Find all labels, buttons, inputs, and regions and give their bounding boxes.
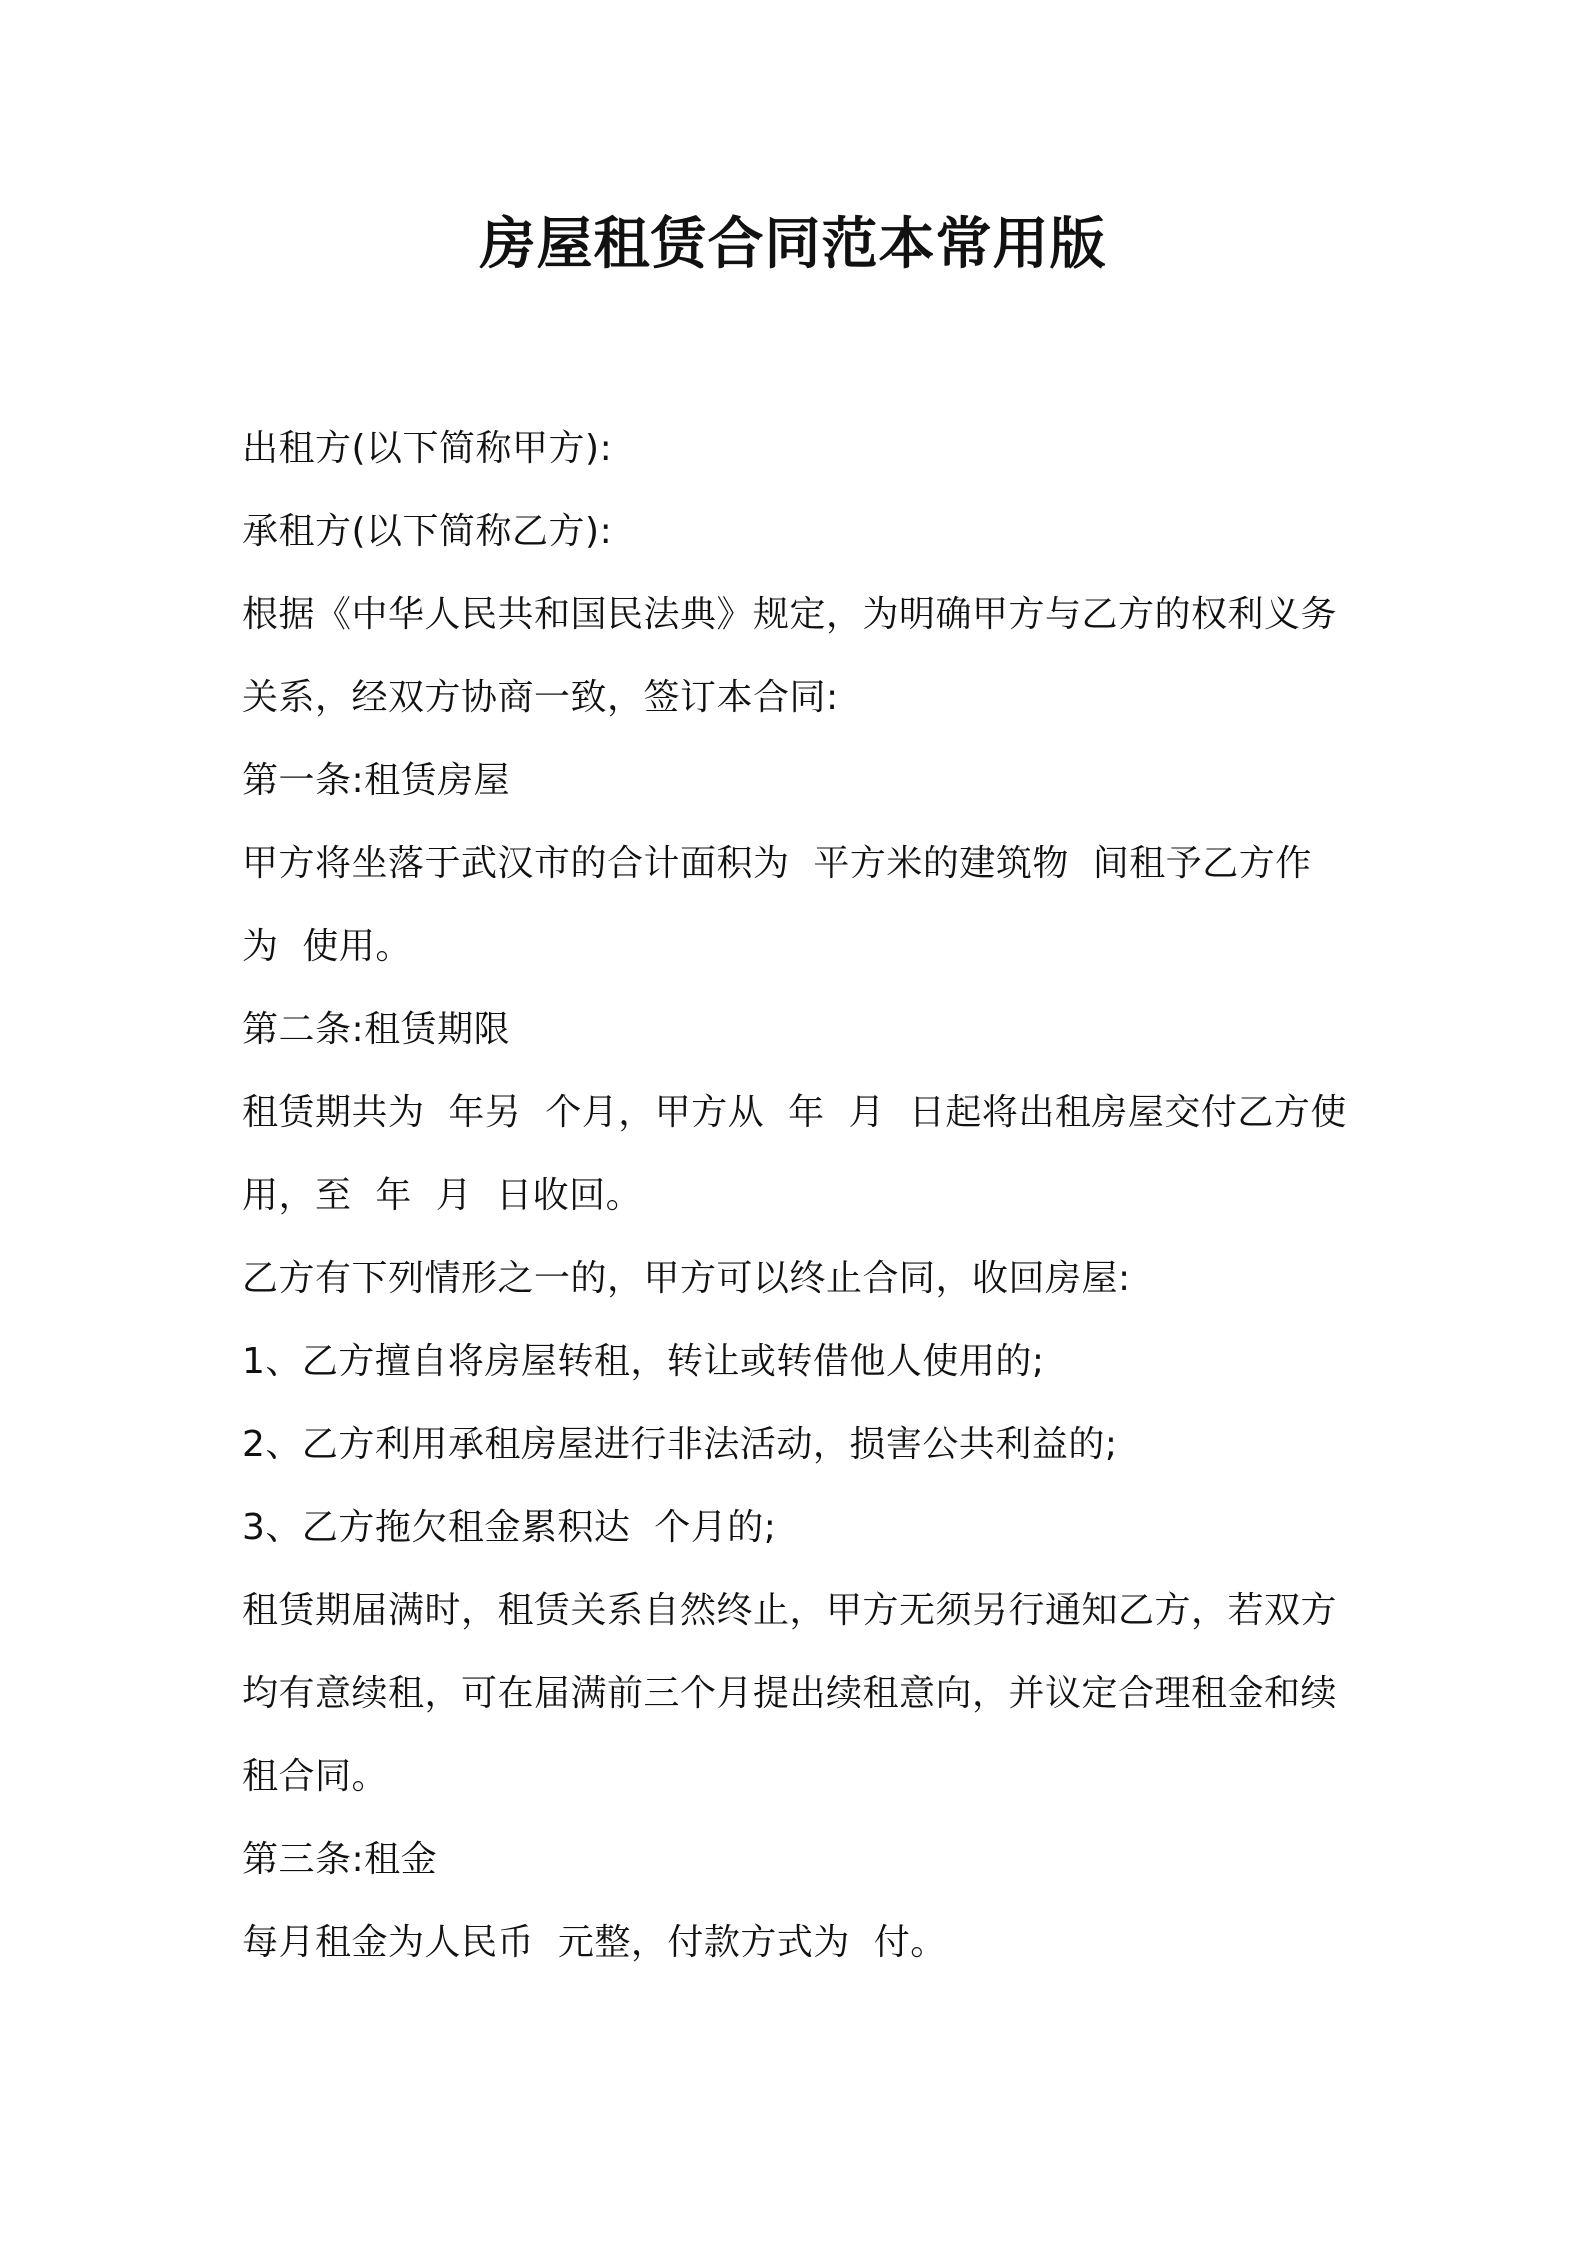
renewal-paragraph xyxy=(242,1569,1362,1818)
document-title: 房屋租赁合同范本常用版 xyxy=(479,212,1107,277)
text-line: 为 使用。 xyxy=(242,926,412,967)
text-line: 租合同。 xyxy=(242,1756,389,1797)
article-3-heading xyxy=(242,1818,1362,1901)
rent-paragraph xyxy=(242,1901,1362,1984)
text-line: 1、乙方擅自将房屋转租，转让或转借他人使用的; xyxy=(242,1341,1045,1382)
text-line: 根据《中华人民共和国民法典》规定，为明确甲方与乙方的权利义务 xyxy=(242,594,1338,635)
preamble-paragraph xyxy=(242,573,1362,739)
article-1-paragraph xyxy=(242,822,1362,988)
text-line: 用，至 年 月 日收回。 xyxy=(242,1175,643,1216)
termination-intro xyxy=(242,1237,1362,1320)
text-line: 租赁期届满时，租赁关系自然终止，甲方无须另行通知乙方，若双方 xyxy=(242,1590,1338,1631)
text-line: 均有意续租，可在届满前三个月提出续租意向，并议定合理租金和续 xyxy=(242,1673,1338,1714)
text-line: 出租方(以下简称甲方): xyxy=(242,428,613,469)
text-line: 关系，经双方协商一致，签订本合同: xyxy=(242,677,839,718)
text-line: 第三条:租金 xyxy=(242,1839,438,1880)
text-line: 每月租金为人民币 元整，付款方式为 付。 xyxy=(242,1922,947,1963)
document-body xyxy=(242,407,1362,1984)
termination-item-1 xyxy=(242,1320,1362,1403)
text-line: 第二条:租赁期限 xyxy=(242,1009,511,1050)
text-line: 承租方(以下简称乙方): xyxy=(242,511,613,552)
article-1-heading xyxy=(242,739,1362,822)
lease-term-paragraph xyxy=(242,1071,1362,1237)
lessor-line xyxy=(242,407,1362,490)
text-line: 甲方将坐落于武汉市的合计面积为 平方米的建筑物 间租予乙方作 xyxy=(242,843,1312,884)
text-line: 第一条:租赁房屋 xyxy=(242,760,511,801)
text-line: 乙方有下列情形之一的，甲方可以终止合同，收回房屋: xyxy=(242,1258,1131,1299)
text-line: 3、乙方拖欠租金累积达 个月的; xyxy=(242,1507,777,1548)
termination-item-2 xyxy=(242,1403,1362,1486)
termination-item-3 xyxy=(242,1486,1362,1569)
text-line: 租赁期共为 年另 个月，甲方从 年 月 日起将出租房屋交付乙方使 xyxy=(242,1092,1347,1133)
lessee-line xyxy=(242,490,1362,573)
text-line: 2、乙方利用承租房屋进行非法活动，损害公共利益的; xyxy=(242,1424,1118,1465)
article-2-heading xyxy=(242,988,1362,1071)
